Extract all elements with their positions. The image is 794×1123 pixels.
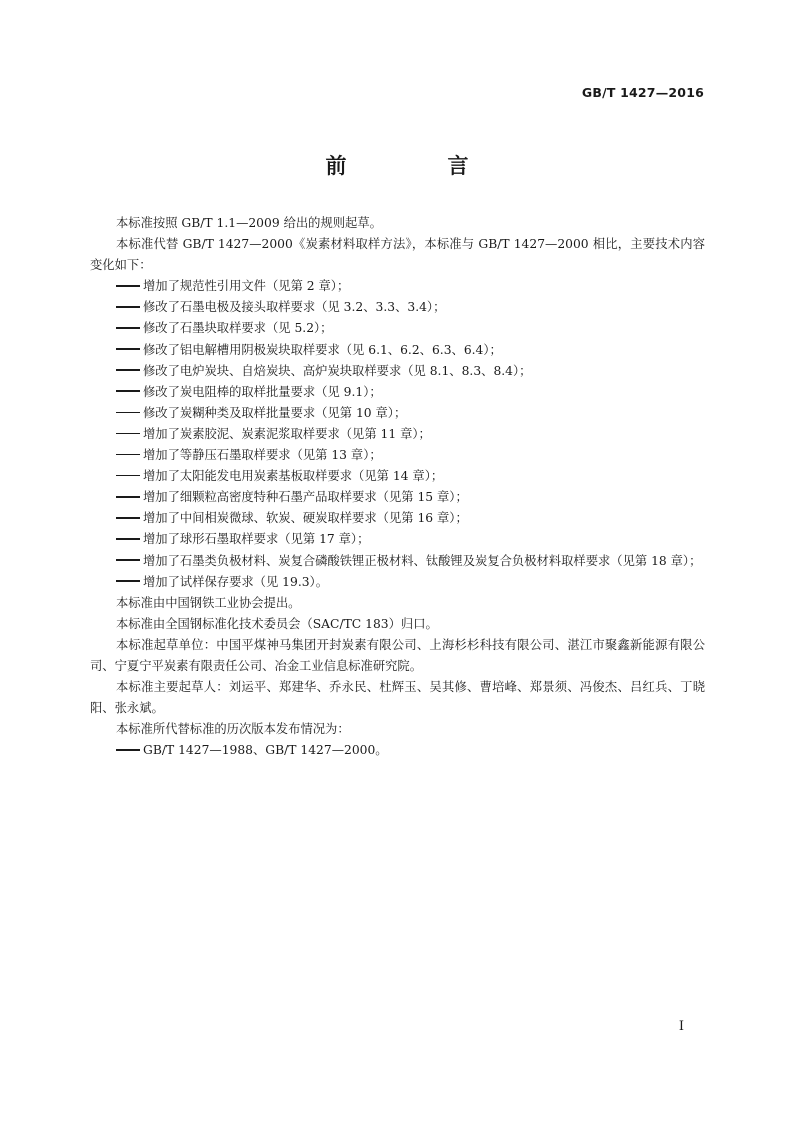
dash-marker	[116, 382, 143, 403]
dash-marker	[116, 529, 143, 550]
list-item-text: 修改了石墨块取样要求（见 5.2）；	[143, 321, 333, 336]
dash-marker	[116, 572, 143, 593]
list-item	[90, 318, 705, 339]
list-item-text: 修改了电炉炭块、自焙炭块、高炉炭块取样要求（见 8.1、8.3、8.4）；	[143, 363, 532, 378]
list-item	[90, 382, 705, 403]
list-item-text: 增加了太阳能发电用炭素基板取样要求（见第 14 章）；	[143, 469, 444, 484]
dash-marker	[116, 403, 143, 424]
paragraph: 本标准由全国钢标准化技术委员会（SAC/TC 183）归口。	[116, 616, 438, 631]
history-item	[90, 740, 705, 761]
list-item	[90, 572, 705, 593]
list-item	[90, 403, 705, 424]
dash-marker	[116, 318, 143, 339]
dash-marker	[116, 297, 143, 318]
list-item	[90, 424, 705, 445]
list-item-text: 增加了等静压石墨取样要求（见第 13 章）；	[143, 448, 382, 463]
list-item-text: 修改了铝电解槽用阴极炭块取样要求（见 6.1、6.2、6.3、6.4）；	[143, 342, 502, 357]
dash-marker	[116, 487, 143, 508]
dash-marker	[116, 445, 143, 466]
page-title: 前 言	[325, 154, 509, 178]
dash-marker	[116, 740, 143, 761]
standard-code: GB/T 1427—2016	[581, 85, 704, 100]
dash-marker	[116, 276, 143, 297]
dash-marker	[116, 508, 143, 529]
list-item-text: 增加了规范性引用文件（见第 2 章）；	[143, 279, 350, 294]
paragraph: 本标准起草单位：中国平煤神马集团开封炭素有限公司、上海杉杉科技有限公司、湛江市聚鑫新能源有限公司、宁夏宁平炭素有限责任公司、冶金工业信息标准研究院。	[90, 637, 705, 673]
list-item	[90, 297, 705, 318]
list-item-text: 增加了试样保存要求（见 19.3）。	[143, 574, 328, 589]
paragraph: 本标准主要起草人：刘运平、郑建华、乔永民、杜辉玉、吴其修、曹培峰、郑景须、冯俊杰、吕红兵、丁晓阳、张永斌。	[90, 680, 705, 716]
list-item-text: 增加了细颗粒高密度特种石墨产品取样要求（见第 15 章）；	[143, 490, 468, 505]
paragraph: 本标准所代替标准的历次版本发布情况为：	[116, 722, 350, 737]
list-item	[90, 361, 705, 382]
list-item	[90, 529, 705, 550]
paragraph: 本标准按照 GB/T 1.1—2009 给出的规则起草。	[116, 216, 382, 230]
dash-marker	[116, 361, 143, 382]
list-item-text: 修改了炭电阻棒的取样批量要求（见 9.1）；	[143, 384, 382, 399]
list-item-text: 增加了中间相炭微球、软炭、硬炭取样要求（见第 16 章）；	[143, 511, 468, 526]
list-item	[90, 466, 705, 487]
list-item-text: 修改了炭糊种类及取样批量要求（见第 10 章）；	[143, 405, 407, 420]
list-item-text: 增加了石墨类负极材料、炭复合磷酸铁锂正极材料、钛酸锂及炭复合负极材料取样要求（见第 18 章）；	[143, 553, 702, 568]
history-item-text: GB/T 1427—1988、GB/T 1427—2000。	[143, 743, 388, 758]
dash-marker	[116, 466, 143, 487]
list-item	[90, 551, 705, 572]
list-item	[90, 445, 705, 466]
list-item-text: 增加了炭素胶泥、炭素泥浆取样要求（见第 11 章）；	[143, 426, 431, 441]
list-item	[90, 508, 705, 529]
document-body	[90, 213, 705, 761]
dash-marker	[116, 424, 143, 445]
paragraph: 本标准由中国钢铁工业协会提出。	[116, 595, 301, 610]
list-item	[90, 487, 705, 508]
paragraph: 本标准代替 GB/T 1427—2000《炭素材料取样方法》，本标准与 GB/T 1427—2000 相比，主要技术内容变化如下：	[90, 237, 705, 273]
list-item-text: 修改了石墨电极及接头取样要求（见 3.2、3.3、3.4）；	[143, 300, 446, 315]
dash-marker	[116, 551, 143, 572]
changes-list	[90, 276, 705, 592]
page-number: I	[678, 1019, 684, 1034]
list-item-text: 增加了球形石墨取样要求（见第 17 章）；	[143, 532, 370, 547]
list-item	[90, 276, 705, 297]
list-item	[90, 340, 705, 361]
dash-marker	[116, 340, 143, 361]
